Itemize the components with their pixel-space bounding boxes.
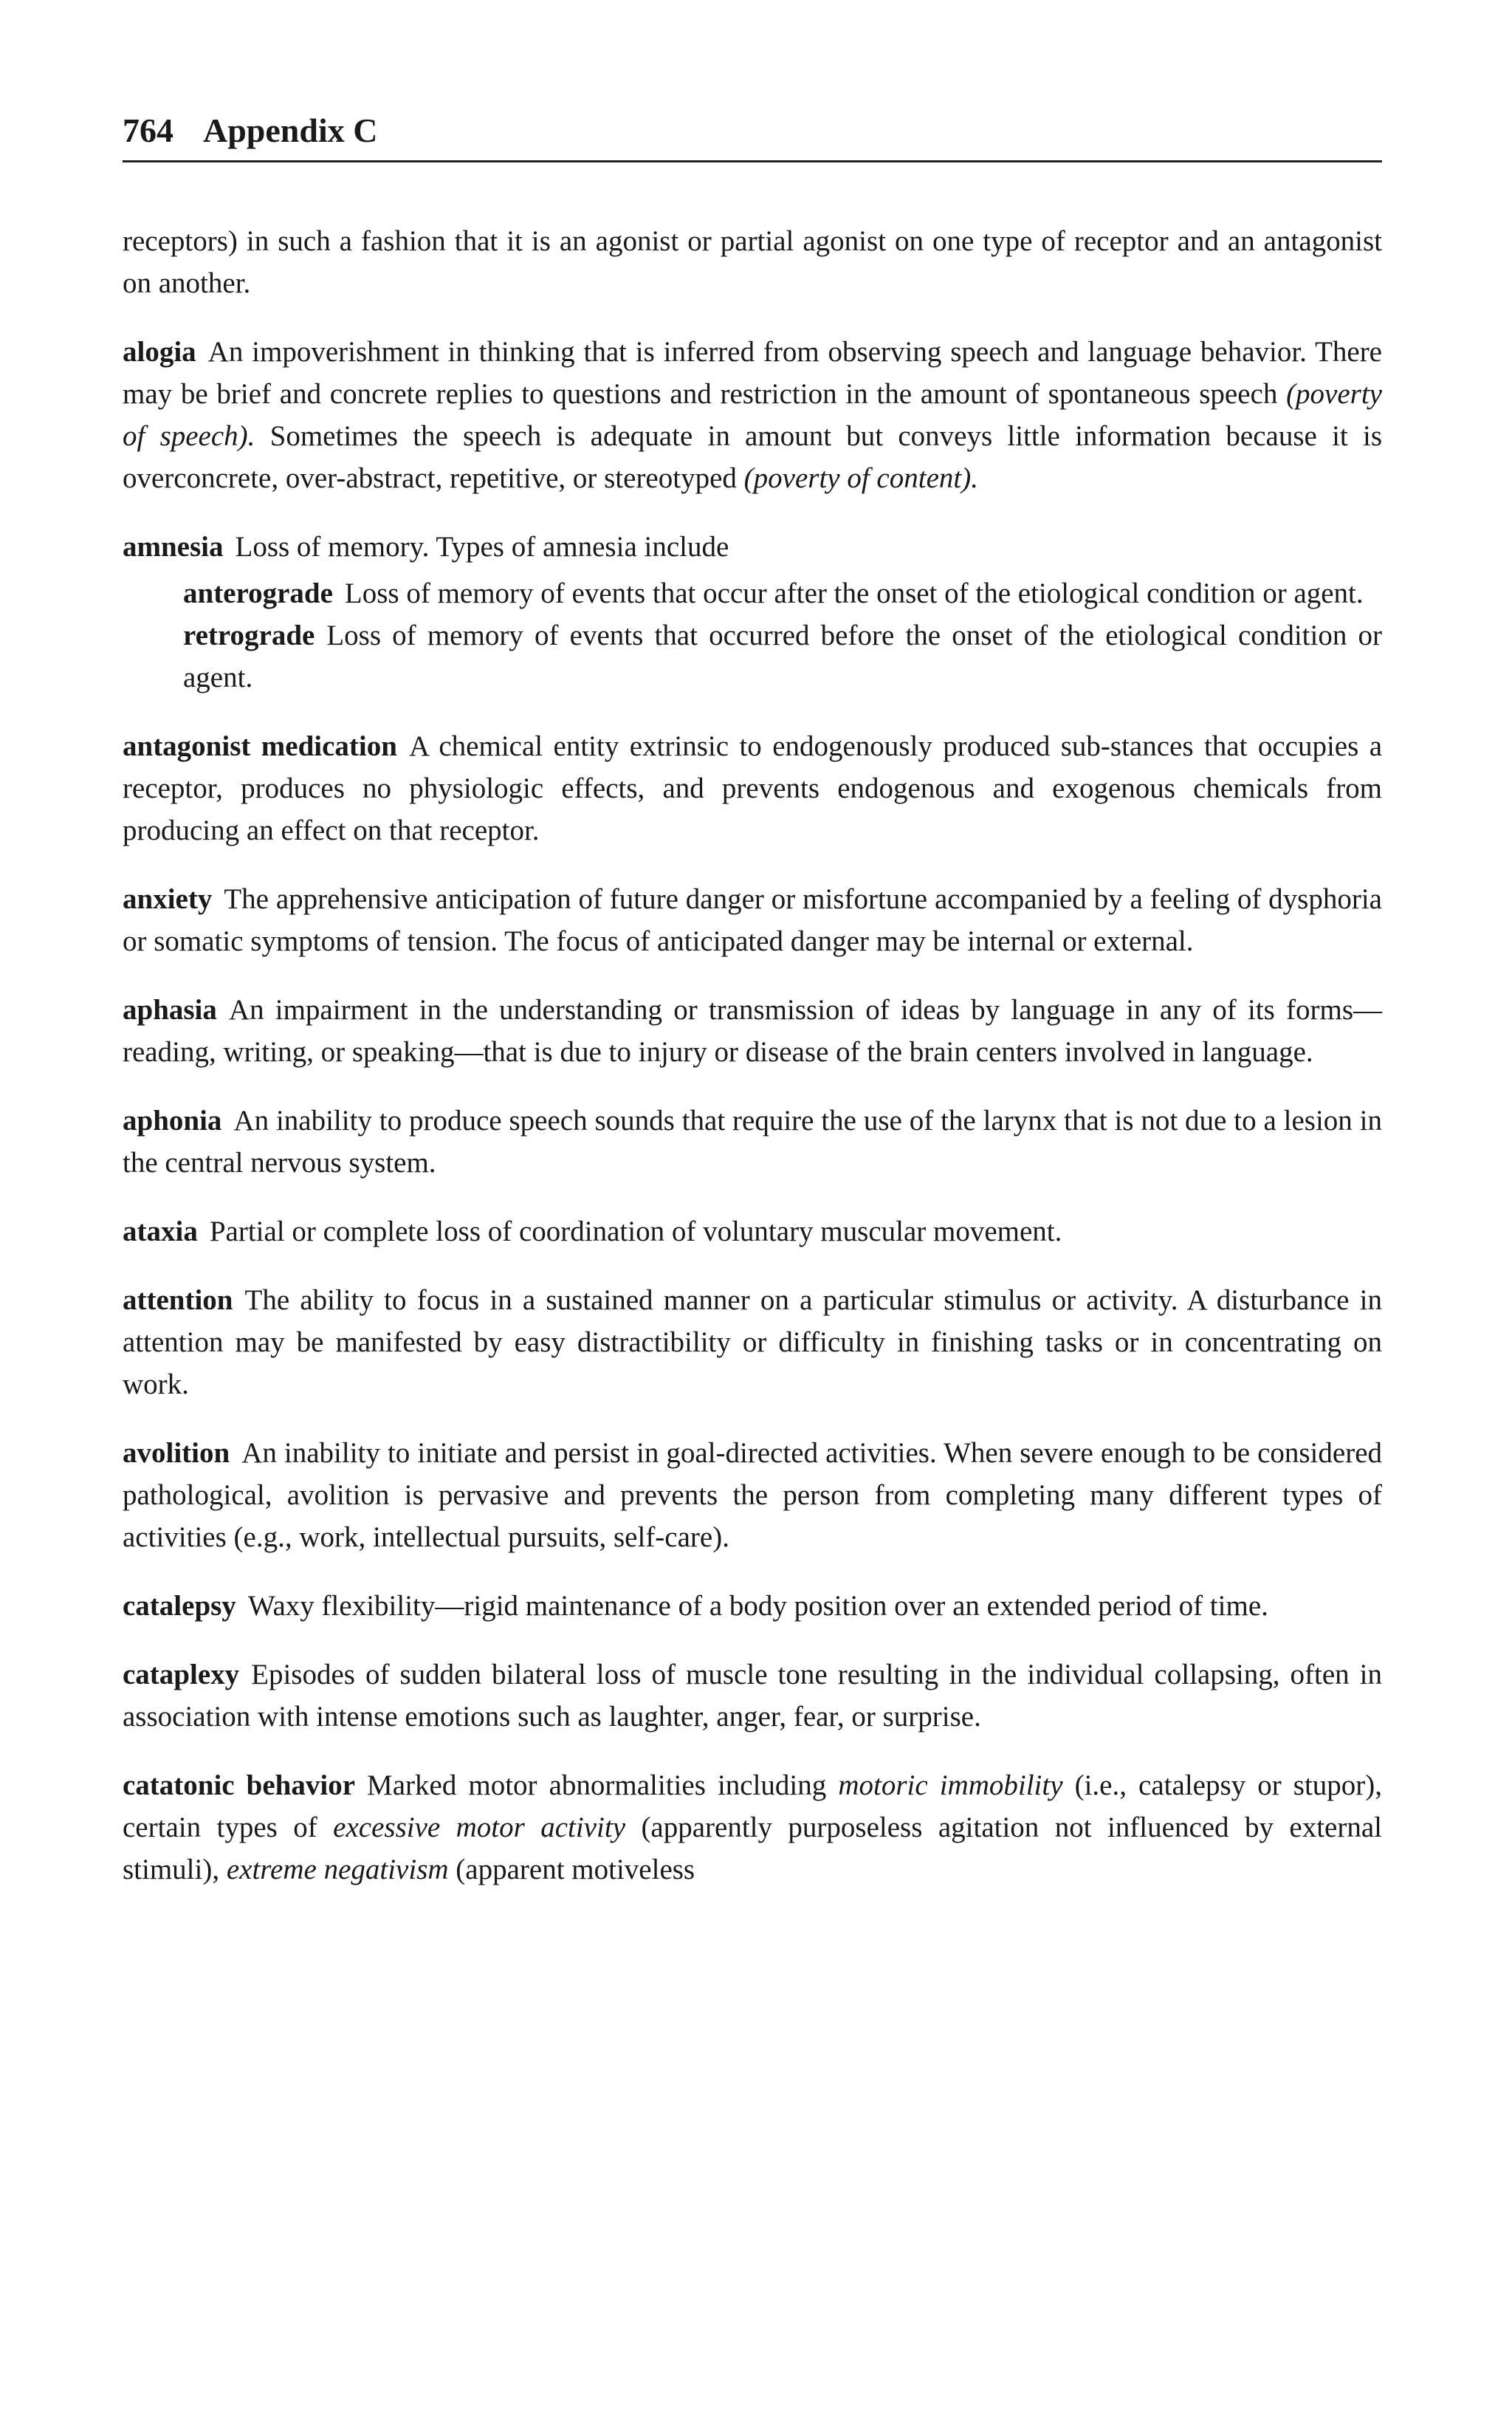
definition: Waxy flexibility—rigid maintenance of a body position over an extended period of time. bbox=[247, 1590, 1268, 1622]
definition: The apprehensive anticipation of future danger or misfortune accompanied by a feeling of dysphoria or somatic symptoms of tension. The focus of anticipated danger may be internal or external. bbox=[123, 883, 1382, 957]
definition: Loss of memory of events that occur after the onset of the etiological condition or agent. bbox=[344, 578, 1364, 609]
definition: An inability to produce speech sounds that require the use of the larynx that is not due to a lesion in the central nervous system. bbox=[123, 1105, 1382, 1179]
emphasis: motoric immobility bbox=[838, 1769, 1063, 1801]
term: amnesia bbox=[123, 531, 224, 563]
term: catalepsy bbox=[123, 1590, 236, 1622]
term: retrograde bbox=[183, 620, 315, 651]
emphasis: (poverty of content). bbox=[743, 462, 978, 494]
term: cataplexy bbox=[123, 1659, 240, 1690]
glossary-entry bbox=[123, 1585, 1382, 1627]
definition: Partial or complete loss of coordination of voluntary muscular movement. bbox=[209, 1216, 1062, 1247]
definition: An inability to initiate and persist in goal-directed activities. When severe enough to be considered pathological, avolition is pervasive and prevents the person from completing many different types of activities (e.g., work, intellectual pursuits, self-care). bbox=[123, 1437, 1382, 1553]
term: avolition bbox=[123, 1437, 230, 1469]
definition: Marked motor abnormalities including bbox=[367, 1769, 839, 1801]
emphasis: extreme negativism bbox=[226, 1854, 449, 1885]
page bbox=[123, 111, 1382, 1917]
glossary-entry bbox=[123, 878, 1382, 962]
definition: (apparently purposeless agitation not influenced by external stimuli), bbox=[123, 1812, 1382, 1885]
definition: A chemical entity extrinsic to endogenously produced sub-stances that occupies a receptor, produces no physiologic effects, and prevents endogenous and exogenous chemicals from producing an effect on that receptor. bbox=[123, 730, 1383, 846]
sub-entry-retrograde bbox=[183, 614, 1382, 699]
glossary-entry bbox=[123, 1654, 1382, 1738]
glossary-entry bbox=[123, 1210, 1382, 1253]
term: ataxia bbox=[123, 1216, 198, 1247]
glossary-entry bbox=[123, 1432, 1382, 1558]
definition: Loss of memory. Types of amnesia include bbox=[235, 531, 729, 563]
page-number: 764 bbox=[123, 112, 173, 149]
term: attention bbox=[123, 1284, 233, 1316]
definition: (apparent motiveless bbox=[448, 1854, 695, 1885]
section-title: Appendix C bbox=[203, 112, 378, 149]
glossary-entry bbox=[123, 725, 1382, 851]
term: aphonia bbox=[123, 1105, 222, 1137]
glossary-entry-alogia bbox=[123, 331, 1382, 499]
definition: An impoverishment in thinking that is inferred from observing speech and language behavior. There may be brief and concrete replies to questions and restriction in the amount of spontaneous speech bbox=[123, 336, 1382, 410]
glossary-entry bbox=[123, 989, 1382, 1073]
page-header bbox=[123, 111, 1382, 162]
definition: An impairment in the understanding or transmission of ideas by language in any of its forms—reading, writing, or speaking—that is due to injury or disease of the brain centers involved in language. bbox=[123, 994, 1382, 1068]
term: antagonist medication bbox=[123, 730, 397, 762]
glossary-entry bbox=[123, 1279, 1382, 1405]
glossary-entries bbox=[123, 220, 1382, 1891]
glossary-entry-catatonic-behavior bbox=[123, 1764, 1382, 1891]
definition: Sometimes the speech is adequate in amount but conveys little information because it is overconcrete, over-abstract, repetitive, or stereotyped bbox=[123, 420, 1382, 494]
term: catatonic behavior bbox=[123, 1769, 356, 1801]
definition: (i.e., catalepsy or stupor), certain types of bbox=[123, 1769, 1383, 1843]
term: aphasia bbox=[123, 994, 217, 1026]
glossary-entry-amnesia bbox=[123, 526, 1382, 699]
term: anterograde bbox=[183, 578, 333, 609]
sub-entry-anterograde bbox=[183, 572, 1382, 614]
emphasis: (poverty of speech). bbox=[123, 378, 1382, 452]
term: anxiety bbox=[123, 883, 213, 915]
definition: The ability to focus in a sustained manner on a particular stimulus or activity. A disturbance in attention may be manifested by easy distractibility or difficulty in finishing tasks or in concentrating on work. bbox=[123, 1284, 1382, 1400]
definition: Episodes of sudden bilateral loss of muscle tone resulting in the individual collapsing, often in association with intense emotions such as laughter, anger, fear, or surprise. bbox=[123, 1659, 1382, 1733]
term: alogia bbox=[123, 336, 196, 368]
definition: Loss of memory of events that occurred before the onset of the etiological condition or agent. bbox=[183, 620, 1382, 693]
continuation-text: receptors) in such a fashion that it is an agonist or partial agonist on one type of receptor and an antagonist on another. bbox=[123, 225, 1382, 299]
emphasis: excessive motor activity bbox=[333, 1812, 626, 1843]
glossary-entry bbox=[123, 1100, 1382, 1184]
